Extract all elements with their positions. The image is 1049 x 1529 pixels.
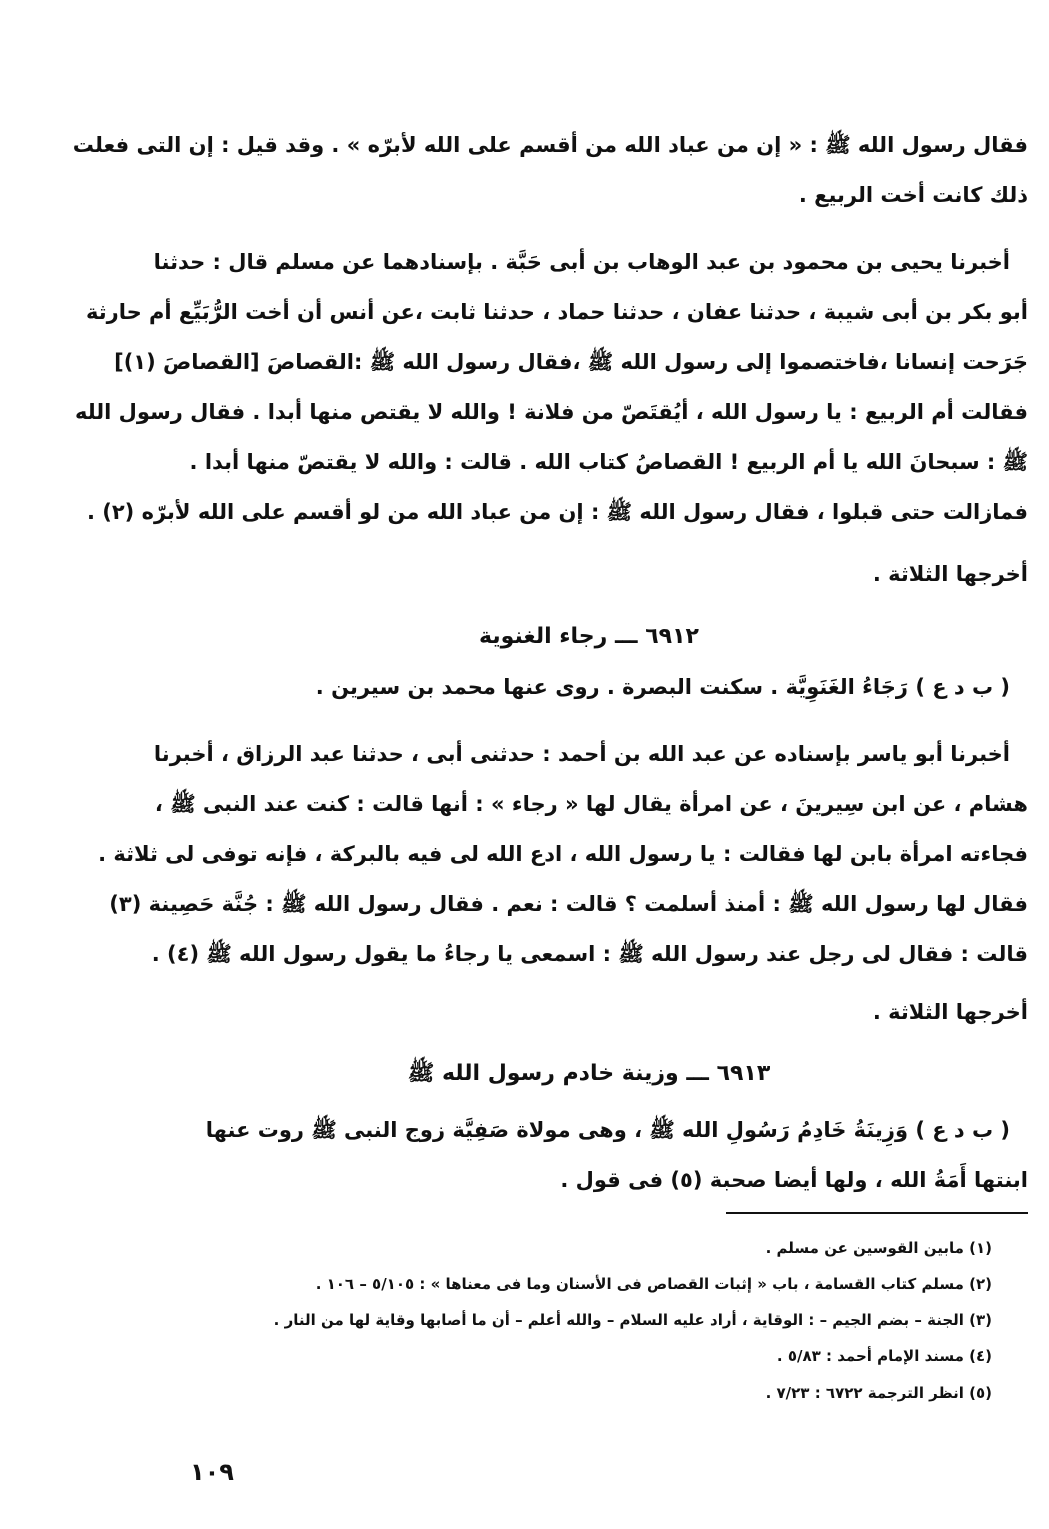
entry-heading-6913: ٦٩١٣ ـــ وزينة خادم رسول الله ﷺ xyxy=(407,1061,771,1086)
paragraph-line: فمازالت حتى قبلوا ، فقال رسول الله ﷺ : إن من عباد الله من لو أقسم على الله لأبرّه (٢) . xyxy=(86,500,1028,524)
paragraph-line: أبو بكر بن أبى شيبة ، حدثنا عفان ، حدثنا حماد ، حدثنا ثابت ،عن أنس أن أخت الرُّبَيِّع أم حارثة xyxy=(85,300,1028,324)
attribution-line: أخرجها الثلاثة . xyxy=(872,562,1028,586)
footnote: (٢) مسلم كتاب القسامة ، باب « إثبات القصاص فى الأسنان وما فى معناها » : ٥/١٠٥ – ١٠٦ . xyxy=(315,1275,992,1293)
footnote: (١) مابين القوسين عن مسلم . xyxy=(765,1239,992,1257)
paragraph-line: قالت : فقال لى رجل عند رسول الله ﷺ : اسمعى يا رجاءُ ما يقول رسول الله ﷺ (٤) . xyxy=(151,942,1028,966)
paragraph-line: فقال لها رسول الله ﷺ : أمنذ أسلمت ؟ قالت : نعم . فقال رسول الله ﷺ : جُنَّة حَصِينة (٣) xyxy=(109,892,1028,916)
paragraph-line: ذلك كانت أخت الربيع . xyxy=(798,183,1028,207)
attribution-line: أخرجها الثلاثة . xyxy=(872,1000,1028,1024)
paragraph-line: أخبرنا يحيى بن محمود بن عبد الوهاب بن أبى حَبَّة . بإسنادهما عن مسلم قال : حدثنا xyxy=(153,250,1010,274)
footnote: (٥) انظر الترجمة ٦٧٢٢ : ٧/٢٣ . xyxy=(765,1384,992,1402)
paragraph-line: فقالت أم الربيع : يا رسول الله ، أيُقتَصّ من فلانة ! والله لا يقتص منها أبدا . فقال رسول الله xyxy=(74,400,1028,424)
paragraph-line: جَرَحت إنسانا ،فاختصموا إلى رسول الله ﷺ ،فقال رسول الله ﷺ :القصاصَ [القصاصَ (١)] xyxy=(114,350,1028,374)
paragraph-line: فقال رسول الله ﷺ : « إن من عباد الله من أقسم على الله لأبرّه » . وقد قيل : إن التى فعلت xyxy=(72,133,1028,157)
entry-heading-6912: ٦٩١٢ ـــ رجاء الغنوية xyxy=(479,624,699,649)
page-number: ١٠٩ xyxy=(190,1458,234,1486)
footnote: (٤) مسند الإمام أحمد : ٥/٨٣ . xyxy=(776,1347,992,1365)
paragraph-line: أخبرنا أبو ياسر بإسناده عن عبد الله بن أحمد : حدثنى أبى ، حدثنا عبد الرزاق ، أخبرنا xyxy=(153,742,1010,766)
footnote: (٣) الجنة – بضم الجيم – : الوقاية ، أراد عليه السلام – والله أعلم – أن ما أصابها وقاية لها من النار . xyxy=(273,1311,992,1329)
paragraph-line: ابنتها أَمَةُ الله ، ولها أيضا صحبة (٥) فى قول . xyxy=(560,1168,1028,1192)
footnote-divider xyxy=(726,1212,1028,1214)
paragraph-line: ﷺ : سبحانَ الله يا أم الربيع ! القصاصُ كتاب الله . قالت : والله لا يقتصّ منها أبدا . xyxy=(189,450,1028,474)
paragraph-line: هشام ، عن ابن سِيرينَ ، عن امرأة يقال لها « رجاء » : أنها قالت : كنت عند النبى ﷺ ، xyxy=(154,792,1028,816)
paragraph-line: فجاءته امرأة بابن لها فقالت : يا رسول الله ، ادع الله لى فيه بالبركة ، فإنه توفى لى ثلاثة . xyxy=(98,842,1028,866)
entry-intro: ( ب د ع ) وَزِينَةُ خَادِمُ رَسُولِ الله ﷺ ، وهى مولاة صَفِيَّة زوج النبى ﷺ روت عنها xyxy=(205,1118,1010,1142)
entry-intro: ( ب د ع ) رَجَاءُ الغَنَوِيَّة . سكنت البصرة . روى عنها محمد بن سيرين . xyxy=(315,675,1010,699)
